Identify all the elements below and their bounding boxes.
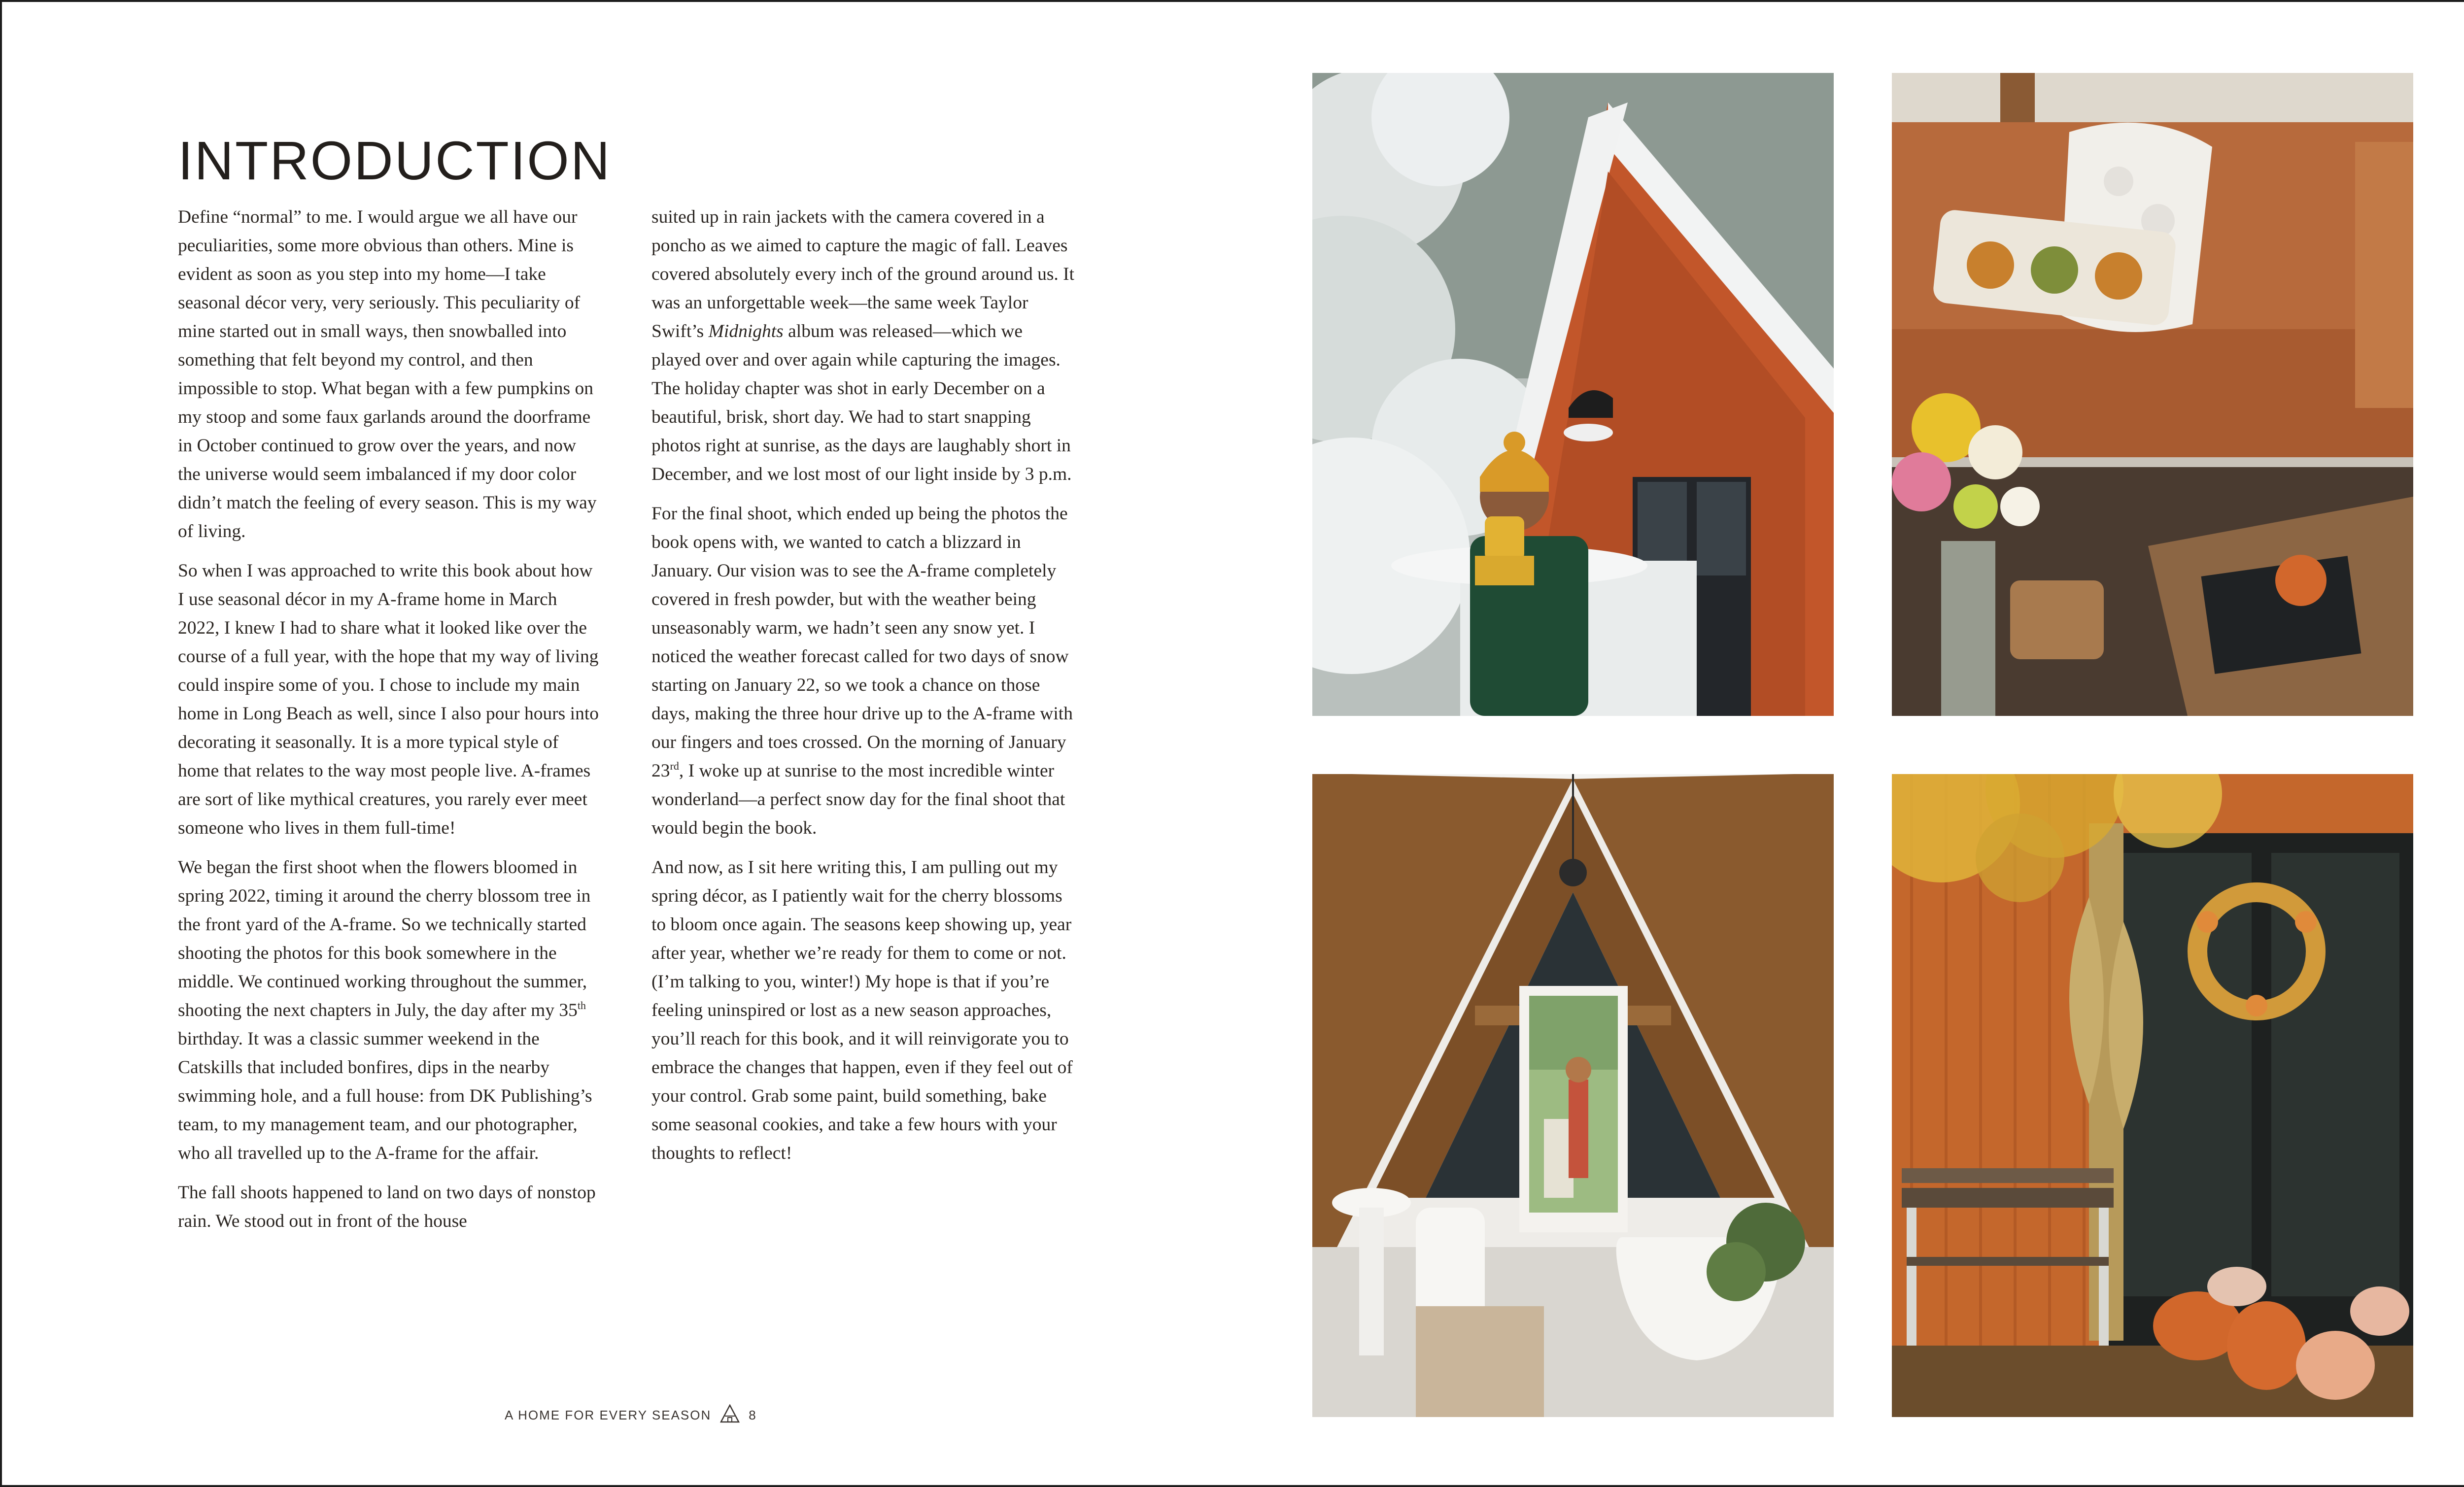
paragraph: And now, as I sit here writing this, I am pulling out my spring décor, as I patiently wait for the cherry blossoms to bloom once again. The seasons keep showing up, year after year, whether we’re ready for them to come or not. (I’m talking to you, winter!) My hope is that if you’re feeling uninspired or lost as a new season approaches, you’ll reach for this book, and it will reinvigorate you to embrace the changes that happen, even if they feel out of your control. Grab some paint, build something, bake some seasonal cookies, and take a few hours with your thoughts to reflect! <box>651 857 1073 1163</box>
superscript: th <box>577 999 586 1012</box>
text-run: For the final shoot, which ended up being the photos the book opens with, we wanted to catch a blizzard in January. Our vision was to see the A-frame completely covered in fresh powder, but with the weather being unseasonably warm, we hadn’t seen any snow yet. I noticed the weather forecast called for two days of snow starting on January 22, so we took a chance on those days, making the three hour drive up to the A-frame with our fingers and toes crossed. On the morning of January 23 <box>651 504 1073 781</box>
book-title-footer: A HOME FOR EVERY SEASON <box>505 1408 712 1422</box>
text-run: We began the first shoot when the flowers bloomed in spring 2022, timing it around the cherry blossom tree in the front yard of the A-frame. So we technically started shooting the photos for this book somewhere in the middle. We continued working throughout the summer, shooting the next chapters in July, the day after my 35 <box>178 857 591 1020</box>
page-title: INTRODUCTION <box>178 131 612 191</box>
living-room-pillows-photo <box>1892 73 2413 716</box>
paragraph <box>178 853 602 1168</box>
text-run: album was released—which we played over and over again while capturing the images. The holiday chapter was shot in early December on a beautiful, brisk, short day. We had to start snapping photos right at sunrise, as the days are laughably short in December, and we lost most of our light inside by 3 p.m. <box>651 321 1072 484</box>
paragraph: The fall shoots happened to land on two days of nonstop rain. We stood out in front of the house <box>178 1183 596 1231</box>
paragraph: So when I was approached to write this book about how I use seasonal décor in my A-frame home in March 2022, I knew I had to share what it looked like over the course of a full year, with the hope that my way of living could inspire some of you. I chose to include my main home in Long Beach as well, since I also pour hours into decorating it seasonally. It is a more typical style of home that relates to the way most people live. A-frames are sort of like mythical creatures, you rarely ever meet someone who lives in them full-time! <box>178 561 599 838</box>
running-footer <box>505 1404 757 1426</box>
text-run: birthday. It was a classic summer weekend in the Catskills that included bonfires, dips in the nearby swimming hole, and a full house: from DK Publishing’s team, to my management team, and our photographer, who all travelled up to the A-frame for the affair. <box>178 1029 592 1163</box>
page-number: 8 <box>749 1408 757 1422</box>
text-run: suited up in rain jackets with the camera covered in a poncho as we aimed to capture the magic of fall. Leaves covered absolutely every inch of the ground around us. It was an unforgettable week—the same week Taylor Swift’s <box>651 207 1075 341</box>
paragraph <box>651 500 1075 843</box>
a-frame-icon <box>720 1404 740 1426</box>
paragraph: Define “normal” to me. I would argue we all have our peculiarities, some more obvious than others. Mine is evident as soon as you step into my home—I take seasonal décor very, very seriously. This peculiarity of mine started out in small ways, then snowballed into something that felt beyond my control, and then impossible to stop. What began with a few pumpkins on my stoop and some faux garlands around the doorframe in October continued to grow over the years, and now the universe would seem imbalanced if my door color didn’t match the feeling of every season. This is my way of living. <box>178 207 597 541</box>
autumn-porch-photo <box>1892 774 2413 1417</box>
a-frame-bathroom-photo <box>1312 774 1834 1417</box>
text-column-right <box>651 203 1075 1179</box>
text-run: , I woke up at sunrise to the most incredible winter wonderland—a perfect snow day for the final shoot that would begin the book. <box>651 761 1065 838</box>
album-title: Midnights <box>708 321 784 341</box>
superscript: rd <box>670 760 679 772</box>
paragraph <box>651 203 1075 489</box>
text-column-left <box>178 203 602 1247</box>
snowy-a-frame-photo <box>1312 73 1834 716</box>
